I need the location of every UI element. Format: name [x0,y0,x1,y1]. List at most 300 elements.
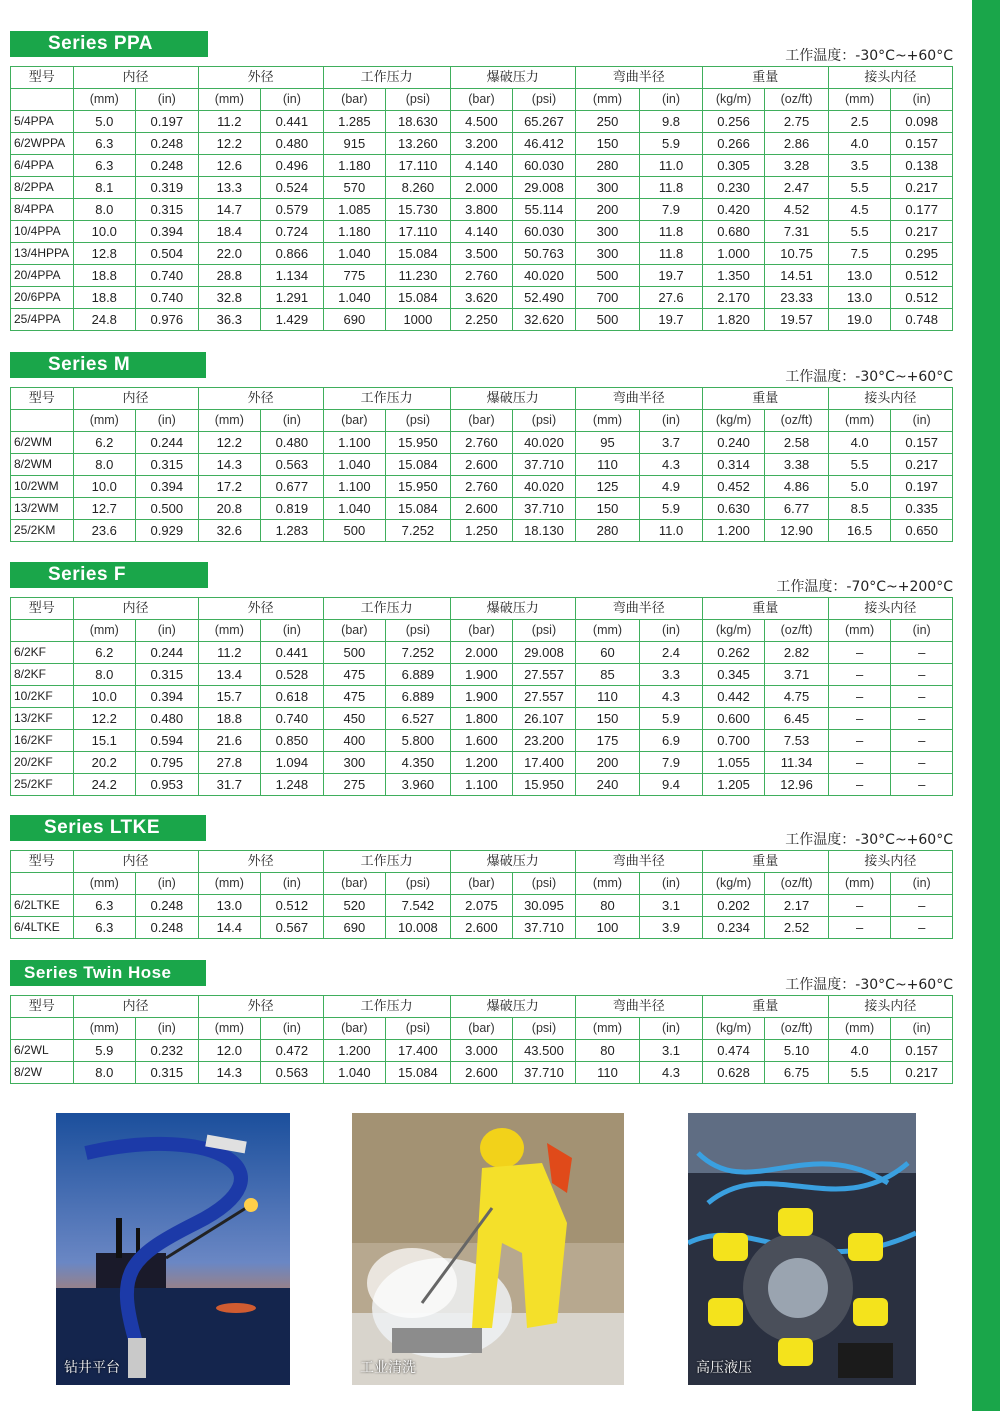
value-cell: 0.248 [136,133,199,155]
column-header: 外径 [198,67,323,89]
table-row [11,752,953,774]
model-cell: 6/2LTKE [11,895,74,917]
column-header: 爆破压力 [450,996,575,1018]
value-cell: 15.730 [386,199,451,221]
value-cell: 15.950 [386,476,451,498]
column-header: 工作压力 [323,996,450,1018]
value-cell: 4.3 [640,454,703,476]
model-cell: 6/2WPPA [11,133,74,155]
column-header: 内径 [73,598,198,620]
units-blank-cell [11,1018,74,1040]
value-cell: 500 [575,265,640,287]
value-cell: 37.710 [513,1062,576,1084]
unit-cell: (in) [640,1018,703,1040]
unit-cell: (psi) [513,620,576,642]
unit-cell: (in) [640,410,703,432]
value-cell: 24.2 [73,774,136,796]
value-cell: 0.563 [261,454,324,476]
table-row [11,708,953,730]
value-cell: 500 [575,309,640,331]
table-row [11,664,953,686]
value-cell: 11.8 [640,243,703,265]
model-cell: 10/2WM [11,476,74,498]
column-header: 型号 [11,598,74,620]
value-cell: 300 [575,243,640,265]
value-cell: 13.0 [828,287,891,309]
value-cell: 0.524 [261,177,324,199]
value-cell: 0.315 [136,664,199,686]
value-cell: 110 [575,454,640,476]
unit-cell: (oz/ft) [765,89,829,111]
value-cell: 11.0 [640,155,703,177]
value-cell: 125 [575,476,640,498]
value-cell: 0.850 [261,730,324,752]
table-header-row [11,598,953,620]
value-cell: 2.4 [640,642,703,664]
value-cell: 110 [575,1062,640,1084]
value-cell: 500 [323,642,386,664]
value-cell: 520 [323,895,386,917]
unit-cell: (bar) [450,89,513,111]
value-cell: 11.2 [198,111,261,133]
value-cell: 10.75 [765,243,829,265]
value-cell: 1.248 [261,774,324,796]
unit-cell: (mm) [198,620,261,642]
unit-cell: (mm) [73,410,136,432]
unit-cell: (oz/ft) [765,410,829,432]
value-cell: 3.5 [828,155,891,177]
value-cell: 7.53 [765,730,829,752]
value-cell: 1.100 [450,774,513,796]
value-cell: 4.75 [765,686,829,708]
spec-table [10,850,953,939]
value-cell: – [828,664,891,686]
unit-cell: (psi) [513,410,576,432]
value-cell: 95 [575,432,640,454]
value-cell: 1.205 [702,774,765,796]
value-cell: 0.929 [136,520,199,542]
working-temperature: 工作温度：-30°C~+60°C [785,832,953,848]
table-row [11,243,953,265]
value-cell: 3.620 [450,287,513,309]
series-title-banner [10,815,206,841]
value-cell: 26.107 [513,708,576,730]
value-cell: 18.8 [73,265,136,287]
value-cell: 10.0 [73,686,136,708]
value-cell: 5.9 [73,1040,136,1062]
value-cell: 17.400 [386,1040,451,1062]
column-header: 工作压力 [323,67,450,89]
column-header: 弯曲半径 [575,388,702,410]
value-cell: 0.740 [136,265,199,287]
value-cell: – [891,917,953,939]
unit-cell: (in) [891,1018,953,1040]
value-cell: 29.008 [513,642,576,664]
unit-cell: (in) [261,620,324,642]
table-row [11,177,953,199]
value-cell: 4.86 [765,476,829,498]
value-cell: 0.630 [702,498,765,520]
value-cell: 7.542 [386,895,451,917]
unit-cell: (in) [261,410,324,432]
value-cell: 300 [575,177,640,199]
value-cell: 3.9 [640,917,703,939]
value-cell: 9.8 [640,111,703,133]
value-cell: 4.5 [828,199,891,221]
table-row [11,1040,953,1062]
value-cell: 9.4 [640,774,703,796]
value-cell: 3.1 [640,895,703,917]
value-cell: 50.763 [513,243,576,265]
value-cell: – [828,708,891,730]
value-cell: 12.7 [73,498,136,520]
value-cell: 21.6 [198,730,261,752]
value-cell: 2.075 [450,895,513,917]
model-cell: 6/4PPA [11,155,74,177]
value-cell: 46.412 [513,133,576,155]
value-cell: 12.0 [198,1040,261,1062]
value-cell: – [891,642,953,664]
value-cell: 24.8 [73,309,136,331]
unit-cell: (kg/m) [702,1018,765,1040]
unit-cell: (kg/m) [702,620,765,642]
unit-cell: (mm) [575,89,640,111]
unit-cell: (mm) [198,410,261,432]
value-cell: 0.319 [136,177,199,199]
value-cell: 2.000 [450,642,513,664]
value-cell: 1.200 [323,1040,386,1062]
value-cell: 1.350 [702,265,765,287]
column-header: 接头内径 [828,598,952,620]
value-cell: 0.441 [261,642,324,664]
table-row [11,221,953,243]
value-cell: 0.157 [891,133,953,155]
value-cell: 3.71 [765,664,829,686]
value-cell: 0.512 [891,265,953,287]
table-row [11,498,953,520]
table-row [11,199,953,221]
value-cell: 0.819 [261,498,324,520]
value-cell: 80 [575,895,640,917]
value-cell: 6.3 [73,155,136,177]
unit-cell: (bar) [450,620,513,642]
value-cell: 0.256 [702,111,765,133]
table-row [11,774,953,796]
value-cell: 280 [575,520,640,542]
value-cell: 12.2 [198,432,261,454]
value-cell: 3.000 [450,1040,513,1062]
value-cell: 17.2 [198,476,261,498]
value-cell: 0.748 [891,309,953,331]
value-cell: 18.130 [513,520,576,542]
column-header: 爆破压力 [450,851,575,873]
value-cell: 6.527 [386,708,451,730]
value-cell: 55.114 [513,199,576,221]
value-cell: 52.490 [513,287,576,309]
column-header: 型号 [11,388,74,410]
model-cell: 25/2KM [11,520,74,542]
table-row [11,287,953,309]
value-cell: 4.0 [828,1040,891,1062]
unit-cell: (in) [891,620,953,642]
column-header: 爆破压力 [450,67,575,89]
value-cell: 0.866 [261,243,324,265]
value-cell: 250 [575,111,640,133]
value-cell: 32.620 [513,309,576,331]
working-temperature: 工作温度：-30°C~+60°C [785,977,953,993]
value-cell: 0.138 [891,155,953,177]
value-cell: 0.345 [702,664,765,686]
value-cell: 700 [575,287,640,309]
value-cell: 0.217 [891,454,953,476]
value-cell: 0.504 [136,243,199,265]
value-cell: 8.0 [73,199,136,221]
unit-cell: (in) [136,89,199,111]
table-row [11,111,953,133]
value-cell: 17.110 [386,221,451,243]
working-temperature: 工作温度：-30°C~+60°C [785,48,953,64]
value-cell: 0.528 [261,664,324,686]
column-header: 爆破压力 [450,388,575,410]
value-cell: 1.040 [323,454,386,476]
value-cell: 5.5 [828,177,891,199]
table-header-row [11,67,953,89]
value-cell: 8.0 [73,1062,136,1084]
value-cell: 27.6 [640,287,703,309]
value-cell: 2.5 [828,111,891,133]
model-cell: 10/4PPA [11,221,74,243]
value-cell: 570 [323,177,386,199]
value-cell: 5.0 [73,111,136,133]
value-cell: 200 [575,752,640,774]
value-cell: 0.394 [136,476,199,498]
unit-cell: (bar) [323,1018,386,1040]
unit-cell: (mm) [73,873,136,895]
value-cell: 15.950 [513,774,576,796]
value-cell: 1.180 [323,155,386,177]
table-row [11,642,953,664]
value-cell: 19.7 [640,265,703,287]
column-header: 内径 [73,388,198,410]
value-cell: 14.3 [198,454,261,476]
column-header: 外径 [198,851,323,873]
value-cell: 8.1 [73,177,136,199]
unit-cell: (in) [261,873,324,895]
column-header: 弯曲半径 [575,996,702,1018]
value-cell: 1.100 [323,432,386,454]
value-cell: – [828,730,891,752]
model-cell: 25/2KF [11,774,74,796]
value-cell: 8.0 [73,454,136,476]
value-cell: 1.900 [450,686,513,708]
value-cell: 15.950 [386,432,451,454]
value-cell: 2.600 [450,917,513,939]
value-cell: 3.960 [386,774,451,796]
value-cell: 0.262 [702,642,765,664]
value-cell: 0.335 [891,498,953,520]
unit-cell: (in) [136,620,199,642]
value-cell: 1.900 [450,664,513,686]
value-cell: – [891,895,953,917]
value-cell: 2.47 [765,177,829,199]
value-cell: 0.474 [702,1040,765,1062]
model-cell: 8/4PPA [11,199,74,221]
column-header: 弯曲半径 [575,851,702,873]
value-cell: 13.0 [828,265,891,287]
value-cell: 18.8 [73,287,136,309]
value-cell: 2.58 [765,432,829,454]
value-cell: 1.600 [450,730,513,752]
value-cell: 4.0 [828,133,891,155]
value-cell: 4.140 [450,155,513,177]
value-cell: 2.600 [450,498,513,520]
column-header: 接头内径 [828,996,952,1018]
value-cell: 690 [323,917,386,939]
value-cell: 36.3 [198,309,261,331]
unit-cell: (in) [640,873,703,895]
value-cell: 2.82 [765,642,829,664]
unit-cell: (in) [640,620,703,642]
value-cell: 915 [323,133,386,155]
unit-cell: (in) [261,1018,324,1040]
value-cell: 0.563 [261,1062,324,1084]
value-cell: 0.480 [261,133,324,155]
value-cell: 13.260 [386,133,451,155]
model-cell: 6/2WL [11,1040,74,1062]
value-cell: 1.040 [323,1062,386,1084]
value-cell: 8.260 [386,177,451,199]
unit-cell: (psi) [386,89,451,111]
value-cell: 43.500 [513,1040,576,1062]
value-cell: – [891,664,953,686]
value-cell: 0.452 [702,476,765,498]
value-cell: 7.5 [828,243,891,265]
model-cell: 20/2KF [11,752,74,774]
value-cell: 16.5 [828,520,891,542]
column-header: 外径 [198,388,323,410]
value-cell: 2.75 [765,111,829,133]
value-cell: 0.217 [891,221,953,243]
model-cell: 10/2KF [11,686,74,708]
unit-cell: (in) [891,89,953,111]
unit-cell: (mm) [198,873,261,895]
value-cell: 150 [575,498,640,520]
value-cell: – [828,642,891,664]
photo-caption: 钻井平台 [64,1360,120,1376]
value-cell: 11.2 [198,642,261,664]
value-cell: 13.0 [198,895,261,917]
value-cell: 1.285 [323,111,386,133]
value-cell: 40.020 [513,476,576,498]
value-cell: 28.8 [198,265,261,287]
unit-cell: (psi) [386,873,451,895]
column-header: 接头内径 [828,388,952,410]
value-cell: 0.315 [136,199,199,221]
model-cell: 8/2PPA [11,177,74,199]
unit-cell: (bar) [323,410,386,432]
value-cell: 3.200 [450,133,513,155]
table-row [11,309,953,331]
model-cell: 6/2WM [11,432,74,454]
unit-cell: (mm) [198,1018,261,1040]
value-cell: 0.315 [136,454,199,476]
value-cell: 60 [575,642,640,664]
value-cell: – [828,752,891,774]
series-title-banner [10,352,206,378]
value-cell: 11.230 [386,265,451,287]
value-cell: 15.7 [198,686,261,708]
value-cell: 1.800 [450,708,513,730]
series-title: Series PPA [48,33,153,54]
spec-table [10,995,953,1084]
value-cell: 0.480 [261,432,324,454]
unit-cell: (bar) [323,89,386,111]
unit-cell: (kg/m) [702,89,765,111]
value-cell: 15.1 [73,730,136,752]
value-cell: 175 [575,730,640,752]
value-cell: 150 [575,133,640,155]
value-cell: 0.677 [261,476,324,498]
value-cell: 27.557 [513,664,576,686]
value-cell: 0.420 [702,199,765,221]
value-cell: 3.38 [765,454,829,476]
model-cell: 13/2WM [11,498,74,520]
value-cell: 0.795 [136,752,199,774]
value-cell: 0.394 [136,221,199,243]
value-cell: 0.496 [261,155,324,177]
value-cell: 10.008 [386,917,451,939]
value-cell: 0.232 [136,1040,199,1062]
unit-cell: (bar) [450,410,513,432]
value-cell: 20.8 [198,498,261,520]
units-blank-cell [11,873,74,895]
table-row [11,454,953,476]
value-cell: 11.8 [640,177,703,199]
value-cell: 5.9 [640,498,703,520]
column-header: 型号 [11,851,74,873]
model-cell: 13/2KF [11,708,74,730]
unit-cell: (kg/m) [702,873,765,895]
value-cell: 475 [323,664,386,686]
value-cell: – [891,686,953,708]
value-cell: 4.350 [386,752,451,774]
value-cell: 6.889 [386,664,451,686]
unit-cell: (psi) [386,410,451,432]
value-cell: 0.480 [136,708,199,730]
value-cell: 6.3 [73,917,136,939]
value-cell: 500 [323,520,386,542]
value-cell: 150 [575,708,640,730]
value-cell: 6.889 [386,686,451,708]
value-cell: 0.157 [891,1040,953,1062]
unit-cell: (in) [891,410,953,432]
model-cell: 8/2W [11,1062,74,1084]
series-title-banner [10,562,208,588]
value-cell: 11.34 [765,752,829,774]
value-cell: – [828,917,891,939]
unit-cell: (mm) [198,89,261,111]
units-blank-cell [11,620,74,642]
side-accent-strip [972,0,1000,1411]
value-cell: 0.098 [891,111,953,133]
value-cell: 0.512 [891,287,953,309]
spec-table [10,387,953,542]
value-cell: 7.252 [386,520,451,542]
value-cell: 1.040 [323,287,386,309]
value-cell: 300 [575,221,640,243]
column-header: 重量 [702,388,828,410]
unit-cell: (mm) [828,89,891,111]
